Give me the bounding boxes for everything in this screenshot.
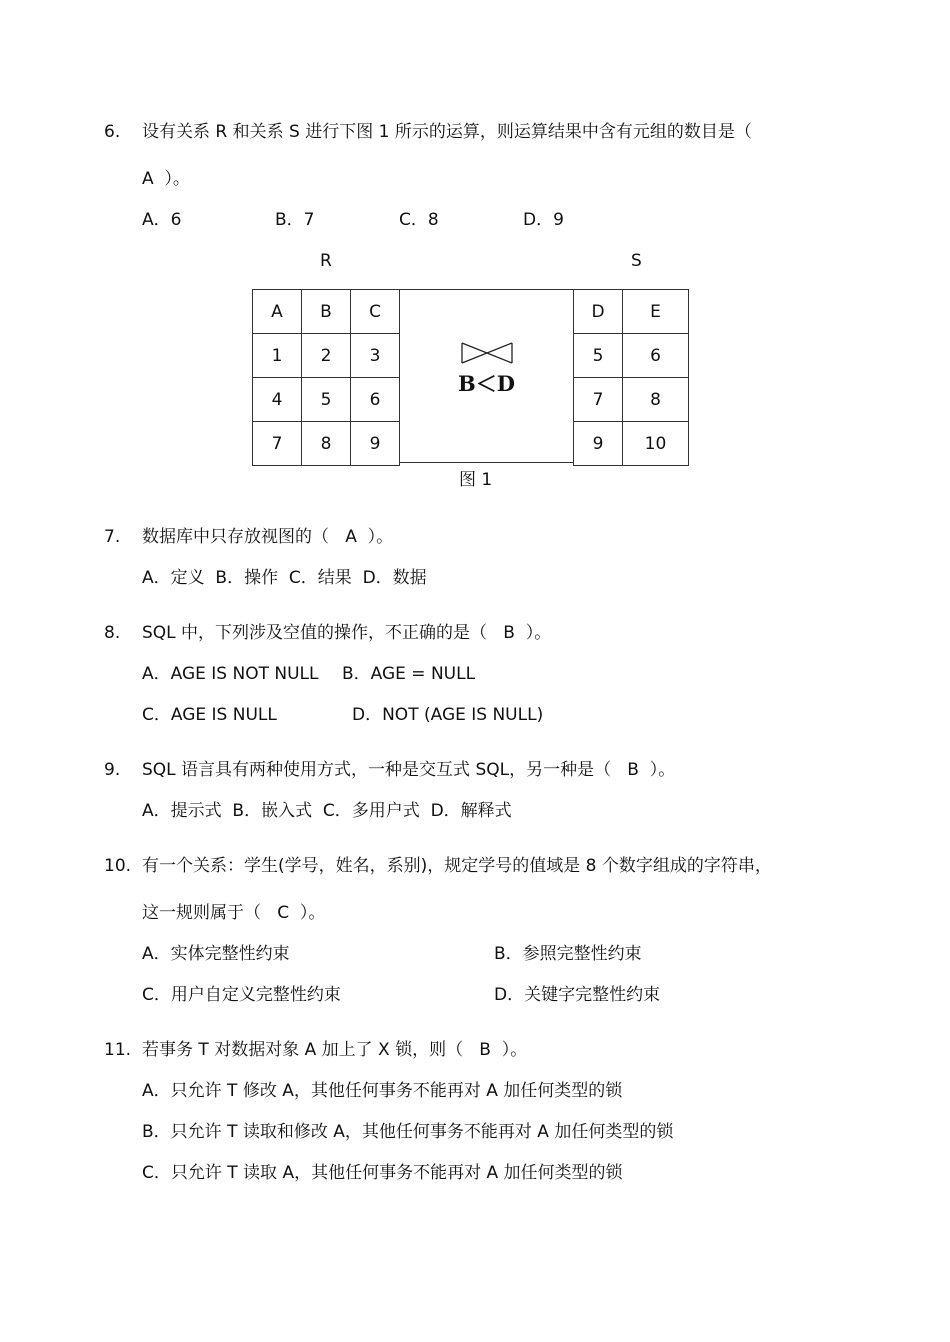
table-cell: 5 bbox=[302, 378, 351, 422]
question-number: 11. bbox=[104, 1040, 132, 1060]
join-condition: B＜D bbox=[458, 371, 515, 396]
table-cell: 8 bbox=[302, 422, 351, 466]
question-text: 有一个关系：学生(学号，姓名，系别)，规定学号的值域是 8 个数字组成的字符串， bbox=[142, 856, 772, 876]
option-c: C．AGE IS NULL bbox=[142, 705, 277, 725]
option-b: B．AGE = NULL bbox=[342, 664, 476, 684]
relation-s-label: S bbox=[631, 251, 642, 271]
table-cell: 6 bbox=[351, 378, 400, 422]
table-cell: 9 bbox=[351, 422, 400, 466]
table-cell: 6 bbox=[623, 334, 689, 378]
table-header-cell: E bbox=[623, 290, 689, 334]
option-b: B．只允许 T 读取和修改 A，其他任何事务不能再对 A 加任何类型的锁 bbox=[142, 1122, 674, 1142]
option-d: D．关键字完整性约束 bbox=[494, 985, 661, 1005]
table-cell: 10 bbox=[623, 422, 689, 466]
table-header-cell: A bbox=[253, 290, 302, 334]
table-cell: 5 bbox=[574, 334, 623, 378]
join-icon bbox=[461, 342, 513, 364]
table-row bbox=[574, 290, 689, 334]
table-row bbox=[574, 422, 689, 466]
options-line: A．提示式 B．嵌入式 C．多用户式 D．解释式 bbox=[142, 801, 512, 821]
question-number: 8. bbox=[104, 623, 121, 643]
relation-s-table bbox=[573, 289, 689, 466]
relation-r-label: R bbox=[320, 251, 332, 271]
table-header-cell: D bbox=[574, 290, 623, 334]
relation-r-table bbox=[252, 289, 400, 466]
question-text-continued: 这一规则属于（ C ）。 bbox=[142, 903, 326, 923]
table-row bbox=[253, 334, 400, 378]
table-cell: 2 bbox=[302, 334, 351, 378]
table-row bbox=[574, 378, 689, 422]
option-c: C．8 bbox=[399, 210, 439, 230]
table-header-cell: C bbox=[351, 290, 400, 334]
option-b: B．参照完整性约束 bbox=[494, 944, 642, 964]
table-cell: 7 bbox=[574, 378, 623, 422]
question-number: 9. bbox=[104, 760, 121, 780]
options-line: A．定义 B．操作 C．结果 D．数据 bbox=[142, 568, 427, 588]
question-text: 若事务 T 对数据对象 A 加上了 X 锁，则（ B ）。 bbox=[142, 1040, 528, 1060]
option-d: D．NOT (AGE IS NULL) bbox=[352, 705, 544, 725]
table-cell: 4 bbox=[253, 378, 302, 422]
figure-caption: 图 1 bbox=[459, 470, 493, 490]
question-text: SQL 语言具有两种使用方式，一种是交互式 SQL，另一种是（ B ）。 bbox=[142, 760, 676, 780]
question-number: 7. bbox=[104, 527, 121, 547]
question-text: 数据库中只存放视图的（ A ）。 bbox=[142, 527, 394, 547]
table-row bbox=[253, 378, 400, 422]
join-operator-box bbox=[400, 289, 573, 463]
option-a: A．AGE IS NOT NULL bbox=[142, 664, 319, 684]
option-d: D．9 bbox=[523, 210, 564, 230]
option-a: A．实体完整性约束 bbox=[142, 944, 290, 964]
table-row bbox=[253, 422, 400, 466]
option-b: B．7 bbox=[275, 210, 315, 230]
question-text: 设有关系 R 和关系 S 进行下图 1 所示的运算，则运算结果中含有元组的数目是（ bbox=[142, 122, 752, 142]
table-cell: 7 bbox=[253, 422, 302, 466]
question-number: 10. bbox=[104, 856, 132, 876]
question-text: SQL 中，下列涉及空值的操作，不正确的是（ B ）。 bbox=[142, 623, 552, 643]
question-number: 6. bbox=[104, 122, 121, 142]
table-cell: 9 bbox=[574, 422, 623, 466]
option-a: A．6 bbox=[142, 210, 182, 230]
table-cell: 8 bbox=[623, 378, 689, 422]
table-cell: 1 bbox=[253, 334, 302, 378]
option-c: C．用户自定义完整性约束 bbox=[142, 985, 341, 1005]
table-row bbox=[253, 290, 400, 334]
table-row bbox=[574, 334, 689, 378]
option-a: A．只允许 T 修改 A，其他任何事务不能再对 A 加任何类型的锁 bbox=[142, 1081, 623, 1101]
question-text-continued: A ）。 bbox=[142, 169, 190, 189]
table-cell: 3 bbox=[351, 334, 400, 378]
option-c: C．只允许 T 读取 A，其他任何事务不能再对 A 加任何类型的锁 bbox=[142, 1163, 623, 1183]
table-header-cell: B bbox=[302, 290, 351, 334]
